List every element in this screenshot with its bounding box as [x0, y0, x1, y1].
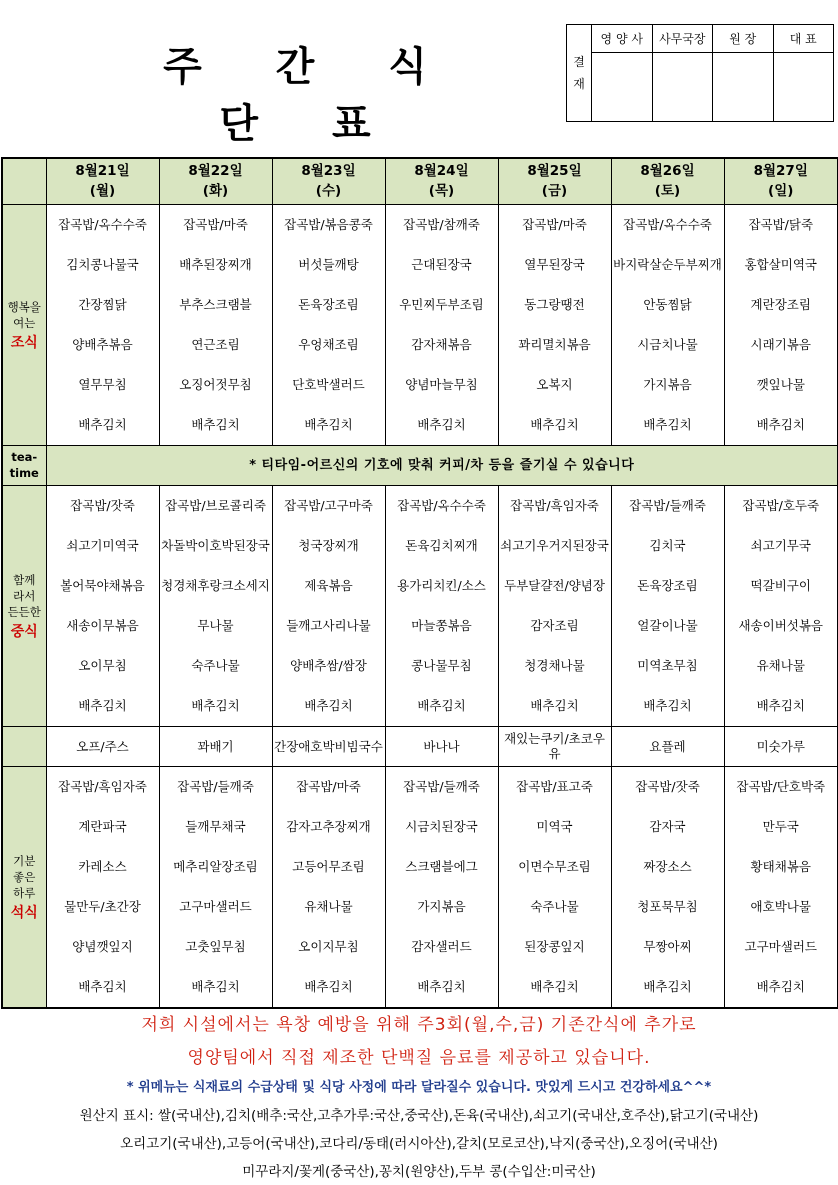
dinner-menu-item: 감자고추장찌개	[286, 818, 371, 834]
dinner-menu-item: 된장콩잎지	[524, 938, 585, 954]
breakfast-menu-item: 김치콩나물국	[66, 256, 139, 272]
dinner-menu-item: 오이지무침	[298, 938, 359, 954]
dinner-menu-item: 들깨무채국	[185, 818, 246, 834]
lunch-menu-item: 유채나물	[756, 657, 805, 673]
dinner-menu-item: 배추김치	[643, 978, 692, 994]
date-label: 8월21일	[75, 163, 130, 180]
lunch-menu-item: 청경채후랑크소세지	[161, 577, 270, 593]
lunch-day-cell	[724, 485, 838, 726]
dinner-menu-item: 배추김치	[78, 978, 127, 994]
corner-cell	[2, 158, 46, 204]
dinner-label-line: 하루	[13, 885, 36, 900]
breakfast-menu-item: 잡곡밥/마죽	[522, 216, 587, 232]
date-header-cell	[724, 158, 838, 204]
lunch-menu-item: 배추김치	[191, 697, 240, 713]
approval-sign-cell	[713, 53, 774, 122]
breakfast-menu-item: 잡곡밥/옥수수죽	[58, 216, 147, 232]
snack-cell: 재있는쿠키/초코우유	[498, 726, 611, 766]
approval-role-ceo: 대 표	[773, 25, 834, 53]
dinner-day-cell	[46, 766, 159, 1008]
breakfast-menu-item: 배추김치	[304, 416, 353, 432]
dinner-menu-item: 잡곡밥/단호박죽	[736, 778, 826, 794]
lunch-menu-item: 떡갈비구이	[750, 577, 811, 593]
dinner-label-name: 석식	[10, 904, 38, 921]
lunch-menu-item: 배추김치	[643, 697, 692, 713]
lunch-menu-item: 무나물	[197, 617, 234, 633]
lunch-menu-item: 배추김치	[530, 697, 579, 713]
dinner-menu-item: 배추김치	[756, 978, 805, 994]
breakfast-menu-item: 배추된장찌개	[179, 256, 252, 272]
lunch-menu-item: 들깨고사리나물	[286, 617, 371, 633]
weekday-label: (일)	[768, 183, 794, 200]
lunch-label-line: 든든한	[7, 604, 41, 619]
date-label: 8월27일	[753, 163, 808, 180]
dinner-label-line: 기분	[13, 853, 36, 868]
lunch-menu-item: 잡곡밥/잣죽	[70, 497, 135, 513]
teatime-label	[2, 445, 46, 485]
lunch-menu-item: 잡곡밥/옥수수죽	[397, 497, 486, 513]
dinner-menu-item: 숙주나물	[530, 898, 579, 914]
teatime-label-text: tea-time	[9, 450, 39, 480]
date-label: 8월22일	[188, 163, 243, 180]
breakfast-menu-item: 돈육장조림	[298, 296, 359, 312]
dinner-day-cell	[611, 766, 724, 1008]
breakfast-menu-item: 배추김치	[191, 416, 240, 432]
dinner-label	[2, 766, 46, 1008]
breakfast-day-cell	[724, 204, 838, 445]
dinner-menu-item: 잡곡밥/표고죽	[516, 778, 593, 794]
approval-label	[567, 25, 592, 122]
menu-change-notice: * 위메뉴는 식재료의 수급상태 및 식당 사정에 따라 달라질수 있습니다. 맛있게 드시고 건강하세요^^*	[126, 1080, 712, 1095]
snack-label	[2, 726, 46, 766]
lunch-menu-item: 쇠고기무국	[750, 537, 811, 553]
dinner-menu-item: 고춧잎무침	[185, 938, 246, 954]
dinner-menu-item: 무짱아찌	[643, 938, 692, 954]
breakfast-menu-item: 배추김치	[78, 416, 127, 432]
dinner-menu-item: 애호박나물	[750, 898, 811, 914]
dinner-menu-item: 잡곡밥/잣죽	[635, 778, 700, 794]
weekday-label: (수)	[315, 183, 342, 200]
lunch-day-cell	[272, 485, 385, 726]
approval-sign-cell	[652, 53, 713, 122]
breakfast-menu-item: 배추김치	[643, 416, 692, 432]
protein-drink-notice-line-1: 저희 시설에서는 욕창 예방을 위해 주3회(월,수,금) 기존간식에 추가로	[141, 1015, 697, 1035]
lunch-menu-item: 배추김치	[417, 697, 466, 713]
snack-cell: 오프/주스	[46, 726, 159, 766]
breakfast-menu-item: 우엉채조림	[298, 336, 359, 352]
date-label: 8월23일	[301, 163, 356, 180]
lunch-menu-item: 오이무침	[78, 657, 127, 673]
dinner-menu-item: 만두국	[762, 818, 799, 834]
dinner-day-cell	[385, 766, 498, 1008]
date-header-cell	[272, 158, 385, 204]
lunch-menu-item: 청경채나물	[524, 657, 585, 673]
lunch-menu-item: 청국장찌개	[298, 537, 359, 553]
breakfast-menu-item: 바지락살순두부찌개	[613, 256, 722, 272]
breakfast-menu-item: 버섯들깨탕	[298, 256, 359, 272]
lunch-menu-item: 제육볶음	[304, 577, 353, 593]
breakfast-label-name: 조식	[10, 334, 38, 351]
lunch-menu-item: 배추김치	[78, 697, 127, 713]
date-label: 8월25일	[527, 163, 582, 180]
dinner-menu-item: 짜장소스	[643, 858, 692, 874]
lunch-menu-item: 얼갈이나물	[637, 617, 698, 633]
lunch-menu-item: 콩나물무침	[411, 657, 472, 673]
lunch-day-cell	[498, 485, 611, 726]
dinner-menu-item: 잡곡밥/흑임자죽	[58, 778, 147, 794]
approval-role-nutritionist: 영 양 사	[592, 25, 653, 53]
lunch-day-cell	[385, 485, 498, 726]
date-header-cell	[159, 158, 272, 204]
breakfast-menu-item: 가지볶음	[643, 376, 692, 392]
lunch-menu-item: 양배추쌈/쌈장	[290, 657, 367, 673]
dinner-menu-item: 유채나물	[304, 898, 353, 914]
approval-box	[566, 24, 834, 122]
dinner-day-cell	[498, 766, 611, 1008]
dinner-menu-item: 잡곡밥/마죽	[296, 778, 361, 794]
breakfast-menu-item: 잡곡밥/마죽	[183, 216, 248, 232]
breakfast-menu-item: 양념마늘무침	[405, 376, 478, 392]
date-label: 8월24일	[414, 163, 469, 180]
snack-cell: 간장애호박비빔국수	[272, 726, 385, 766]
breakfast-menu-item: 열무된장국	[524, 256, 585, 272]
breakfast-menu-item: 배추김치	[530, 416, 579, 432]
date-label: 8월26일	[640, 163, 695, 180]
dinner-menu-item: 황태채볶음	[750, 858, 811, 874]
breakfast-day-cell	[159, 204, 272, 445]
dinner-menu-item: 감자샐러드	[411, 938, 472, 954]
breakfast-menu-item: 근대된장국	[411, 256, 472, 272]
snack-cell: 꽈배기	[159, 726, 272, 766]
snack-cell: 바나나	[385, 726, 498, 766]
breakfast-menu-item: 열무무침	[78, 376, 127, 392]
dinner-day-cell	[272, 766, 385, 1008]
lunch-menu-item: 잡곡밥/들깨죽	[629, 497, 706, 513]
breakfast-menu-item: 동그랑땡전	[524, 296, 585, 312]
lunch-label	[2, 485, 46, 726]
dinner-menu-item: 감자국	[649, 818, 686, 834]
dinner-menu-item: 양념깻잎지	[72, 938, 133, 954]
breakfast-menu-item: 안동찜닭	[643, 296, 692, 312]
approval-role-director: 원 장	[713, 25, 774, 53]
lunch-label-line: 라서	[13, 588, 36, 603]
lunch-menu-item: 차돌박이호박된장국	[161, 537, 270, 553]
protein-drink-notice-line-2: 영양팀에서 직접 제조한 단백질 음료를 제공하고 있습니다.	[187, 1048, 651, 1068]
weekly-menu-table	[1, 157, 838, 1009]
dinner-menu-item: 배추김치	[417, 978, 466, 994]
dinner-day-cell	[724, 766, 838, 1008]
lunch-day-cell	[46, 485, 159, 726]
lunch-menu-item: 두부달걀전/양념장	[504, 577, 605, 593]
dinner-menu-item: 메추리알장조림	[173, 858, 258, 874]
weekday-label: (월)	[89, 183, 116, 200]
lunch-menu-item: 잡곡밥/고구마죽	[284, 497, 373, 513]
breakfast-menu-item: 배추김치	[417, 416, 466, 432]
breakfast-menu-item: 계란장조림	[750, 296, 811, 312]
breakfast-label	[2, 204, 46, 445]
lunch-menu-item: 쇠고기우거지된장국	[500, 537, 609, 553]
lunch-day-cell	[611, 485, 724, 726]
breakfast-menu-item: 잡곡밥/참깨죽	[403, 216, 480, 232]
breakfast-menu-item: 간장찜닭	[78, 296, 127, 312]
lunch-menu-item: 잡곡밥/호두죽	[742, 497, 820, 513]
dinner-day-cell	[159, 766, 272, 1008]
breakfast-day-cell	[611, 204, 724, 445]
lunch-menu-item: 볼어묵야채볶음	[60, 577, 145, 593]
dinner-menu-item: 잡곡밥/들깨죽	[177, 778, 254, 794]
dinner-menu-item: 계란파국	[78, 818, 127, 834]
breakfast-menu-item: 오복지	[536, 376, 573, 392]
breakfast-menu-item: 부추스크램블	[179, 296, 252, 312]
dinner-menu-item: 배추김치	[191, 978, 240, 994]
date-header-cell	[611, 158, 724, 204]
date-header-cell	[498, 158, 611, 204]
breakfast-menu-item: 잡곡밥/닭죽	[748, 216, 814, 232]
dinner-menu-item: 미역국	[536, 818, 573, 834]
breakfast-menu-item: 시래기볶음	[750, 336, 811, 352]
weekday-label: (목)	[428, 183, 455, 200]
snack-cell: 미숫가루	[724, 726, 838, 766]
lunch-menu-item: 김치국	[649, 537, 686, 553]
dinner-menu-item: 배추김치	[530, 978, 579, 994]
breakfast-menu-item: 홍합살미역국	[744, 256, 817, 272]
date-header-cell	[46, 158, 159, 204]
breakfast-day-cell	[498, 204, 611, 445]
dinner-menu-item: 고등어무조림	[292, 858, 365, 874]
breakfast-day-cell	[46, 204, 159, 445]
approval-sign-cell	[592, 53, 653, 122]
lunch-menu-item: 미역초무침	[637, 657, 698, 673]
breakfast-menu-item: 꽈리멸치볶음	[518, 336, 591, 352]
breakfast-label-line: 여는	[13, 315, 36, 330]
breakfast-menu-item: 양배추볶음	[72, 336, 133, 352]
lunch-label-name: 중식	[10, 623, 38, 640]
lunch-menu-item: 마늘쫑볶음	[411, 617, 472, 633]
lunch-day-cell	[159, 485, 272, 726]
dinner-menu-item: 배추김치	[304, 978, 353, 994]
breakfast-menu-item: 시금치나물	[637, 336, 698, 352]
breakfast-menu-item: 깻잎나물	[756, 376, 805, 392]
breakfast-menu-item: 잡곡밥/볶음콩죽	[284, 216, 373, 232]
weekday-label: (화)	[202, 183, 229, 200]
breakfast-menu-item: 우민찌두부조림	[399, 296, 484, 312]
dinner-label-line: 좋은	[13, 869, 36, 884]
breakfast-menu-item: 잡곡밥/옥수수죽	[623, 216, 712, 232]
lunch-menu-item: 용가리치킨/소스	[397, 577, 486, 593]
breakfast-day-cell	[385, 204, 498, 445]
breakfast-menu-item: 연근조림	[191, 336, 240, 352]
approval-sign-cell	[773, 53, 834, 122]
date-header-cell	[385, 158, 498, 204]
approval-label-char-2: 재	[573, 77, 585, 91]
origin-label-line-1: 원산지 표시: 쌀(국내산),김치(배추:국산,고추가루:국산,중국산),돈육(국내산),쇠고기(국내산,호주산),닭고기(국내산)	[79, 1108, 759, 1124]
dinner-menu-item: 스크램블에그	[405, 858, 478, 874]
breakfast-menu-item: 감자채볶음	[411, 336, 472, 352]
dinner-menu-item: 고구마샐러드	[179, 898, 252, 914]
lunch-menu-item: 잡곡밥/브로콜리죽	[165, 498, 266, 513]
approval-role-office-manager: 사무국장	[652, 25, 713, 53]
lunch-menu-item: 돈육김치찌개	[405, 537, 478, 553]
dinner-menu-item: 시금치된장국	[405, 818, 478, 834]
origin-label-line-3: 미꾸라지/꽃게(중국산),꽁치(원양산),두부 콩(수입산:미국산)	[242, 1164, 596, 1180]
dinner-menu-item: 가지볶음	[417, 898, 466, 914]
dinner-menu-item: 잡곡밥/들깨죽	[403, 778, 480, 794]
dinner-menu-item: 물만두/초간장	[64, 898, 141, 914]
snack-cell: 요플레	[611, 726, 724, 766]
lunch-menu-item: 배추김치	[756, 697, 805, 713]
weekday-label: (토)	[654, 183, 681, 200]
breakfast-menu-item: 단호박샐러드	[292, 376, 365, 392]
approval-label-char-1: 결	[573, 55, 585, 69]
dinner-menu-item: 고구마샐러드	[744, 938, 817, 954]
lunch-menu-item: 감자조림	[530, 617, 579, 633]
breakfast-menu-item: 오징어젓무침	[179, 376, 252, 392]
breakfast-label-line: 행복을	[7, 299, 41, 314]
lunch-menu-item: 배추김치	[304, 697, 353, 713]
dinner-menu-item: 카레소스	[78, 858, 127, 874]
teatime-notice: * 티타임-어르신의 기호에 맞춰 커피/차 등을 즐기실 수 있습니다	[46, 445, 838, 485]
weekday-label: (금)	[541, 183, 568, 200]
lunch-menu-item: 새송이무볶음	[66, 617, 139, 633]
lunch-menu-item: 돈육장조림	[637, 577, 698, 593]
page-title: 주 간 식 단 표	[163, 44, 457, 147]
lunch-menu-item: 새송이버섯볶음	[738, 617, 824, 633]
dinner-menu-item: 이면수무조림	[518, 858, 591, 874]
lunch-menu-item: 쇠고기미역국	[66, 537, 139, 553]
lunch-menu-item: 잡곡밥/흑임자죽	[510, 497, 599, 513]
dinner-menu-item: 청포묵무침	[637, 898, 698, 914]
breakfast-day-cell	[272, 204, 385, 445]
lunch-label-line: 함께	[13, 572, 36, 587]
breakfast-menu-item: 배추김치	[756, 416, 805, 432]
origin-label-line-2: 오리고기(국내산),고등어(국내산),코다리/동태(러시아산),갈치(모로코산),낙지(중국산),오징어(국내산)	[120, 1136, 718, 1152]
lunch-menu-item: 숙주나물	[191, 657, 240, 673]
